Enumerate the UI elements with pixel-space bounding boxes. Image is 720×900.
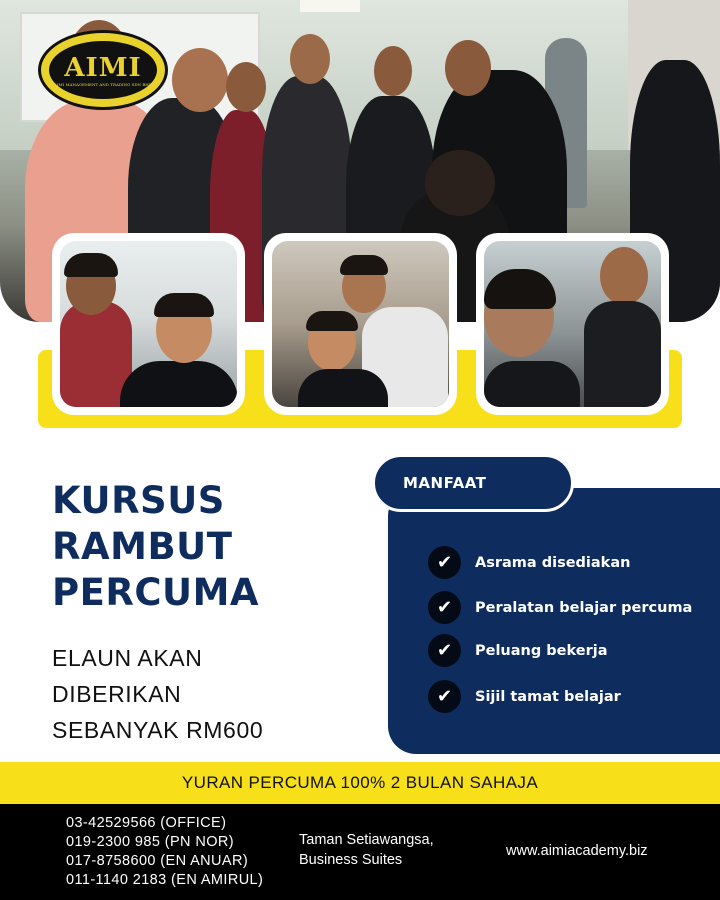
benefit-label: Peluang bekerja <box>475 642 608 659</box>
course-headline <box>52 478 352 616</box>
benefit-item-equipment <box>428 591 692 624</box>
haircut-photo-2 <box>272 241 449 407</box>
phone-en-anuar[interactable]: 017-8758600 (EN ANUAR) <box>66 853 249 869</box>
fee-banner: YURAN PERCUMA 100% 2 BULAN SAHAJA <box>0 762 720 804</box>
aimi-logo <box>38 30 168 110</box>
haircut-photo-1 <box>60 241 237 407</box>
hero-ceiling-light <box>300 0 360 12</box>
hero-head-5 <box>374 46 412 96</box>
check-icon: ✔ <box>428 546 461 579</box>
address <box>299 830 434 870</box>
benefits-title: MANFAAT <box>372 454 574 512</box>
check-icon: ✔ <box>428 634 461 667</box>
photo-card-1 <box>52 233 245 415</box>
headline-line-2: RAMBUT <box>52 525 233 568</box>
check-icon: ✔ <box>428 680 461 713</box>
hero-head-7 <box>425 150 495 216</box>
allowance-line-3: SEBANYAK RM600 <box>52 717 264 743</box>
contact-footer <box>0 804 720 900</box>
logo-text: AIMI <box>64 52 142 83</box>
allowance-text <box>52 640 352 748</box>
hero-head-2 <box>172 48 228 112</box>
haircut-photo-3 <box>484 241 661 407</box>
phone-pn-nor[interactable]: 019-2300 985 (PN NOR) <box>66 834 234 850</box>
headline-line-3: PERCUMA <box>52 571 260 614</box>
logo-subtext: AIMI MANAGEMENT AND TRADING SDN BHD <box>54 81 152 87</box>
benefit-label: Sijil tamat belajar <box>475 688 621 705</box>
address-line-2: Business Suites <box>299 852 403 868</box>
photo-card-3 <box>476 233 669 415</box>
photo-card-2 <box>264 233 457 415</box>
allowance-line-1: ELAUN AKAN <box>52 645 203 671</box>
hero-head-3 <box>226 62 266 112</box>
benefit-label: Asrama disediakan <box>475 554 631 571</box>
benefit-item-certificate <box>428 680 621 713</box>
hero-head-6 <box>445 40 491 96</box>
phone-office[interactable]: 03-42529566 (OFFICE) <box>66 815 227 831</box>
benefit-item-accommodation <box>428 546 630 579</box>
hero-head-4 <box>290 34 330 84</box>
check-icon: ✔ <box>428 591 461 624</box>
headline-line-1: KURSUS <box>52 479 225 522</box>
allowance-line-2: DIBERIKAN <box>52 681 182 707</box>
phone-list <box>66 814 263 890</box>
phone-en-amirul[interactable]: 011-1140 2183 (EN AMIRUL) <box>66 872 264 888</box>
website-link[interactable]: www.aimiacademy.biz <box>506 843 648 859</box>
address-line-1: Taman Setiawangsa, <box>299 832 434 848</box>
benefit-label: Peralatan belajar percuma <box>475 599 693 616</box>
benefit-item-job <box>428 634 608 667</box>
